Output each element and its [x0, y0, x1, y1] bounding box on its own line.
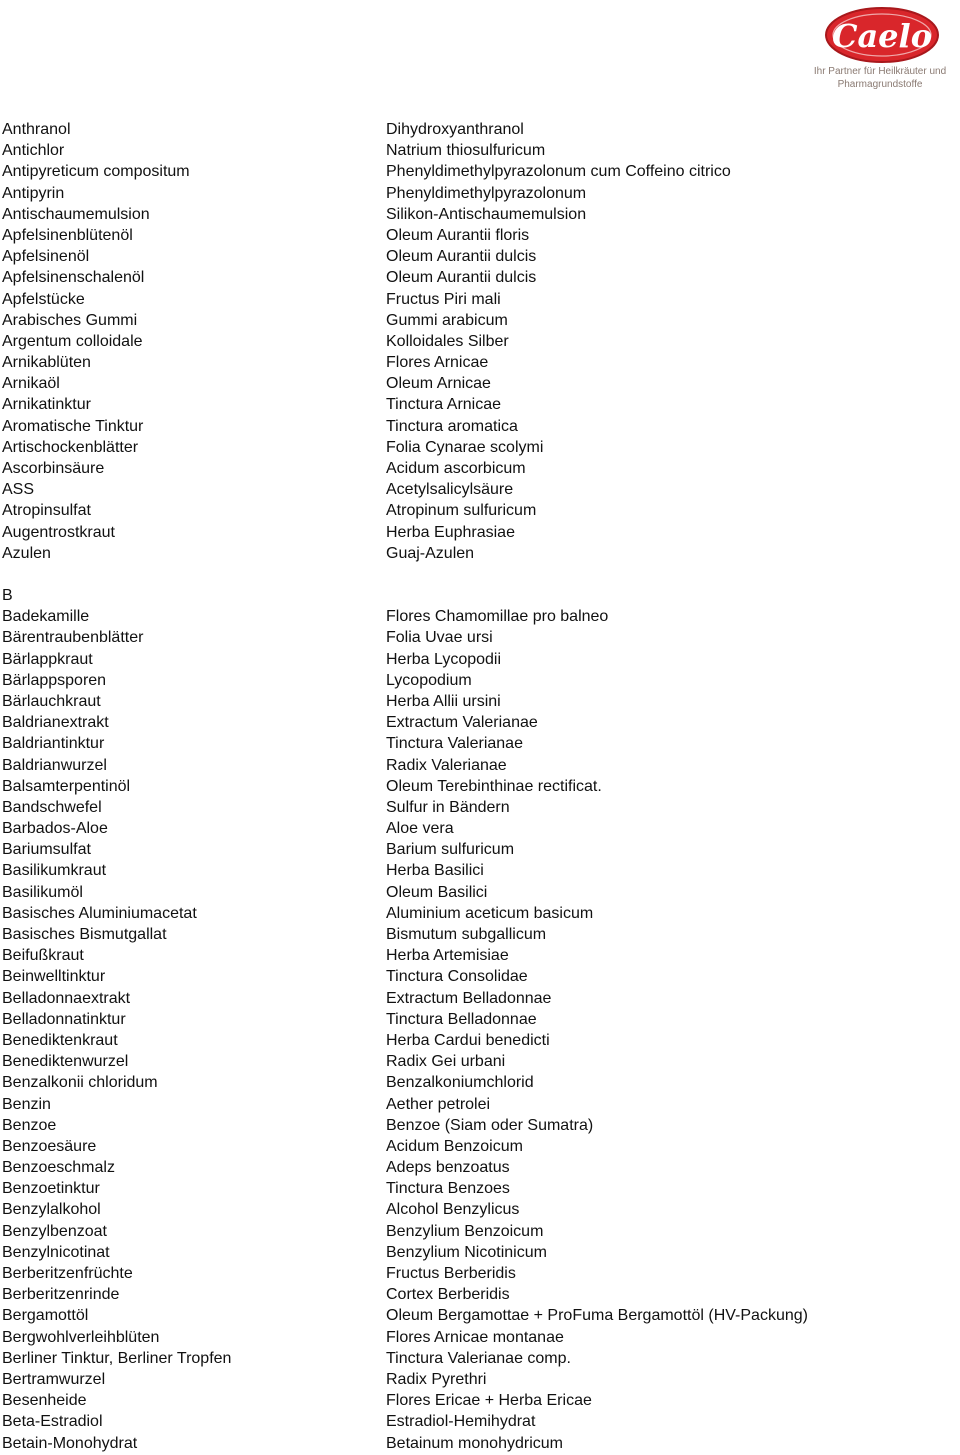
german-term: Arnikaöl [2, 375, 60, 393]
glossary-row [0, 882, 960, 903]
latin-term: Tinctura Valerianae [386, 735, 523, 753]
glossary-row [0, 627, 960, 648]
glossary-row [0, 161, 960, 182]
glossary-row [0, 1009, 960, 1030]
german-term: Barbados-Aloe [2, 820, 108, 838]
latin-term: Phenyldimethylpyrazolonum cum Coffeino citrico [386, 163, 731, 181]
glossary-row [0, 924, 960, 945]
german-term: Benzoesäure [2, 1137, 97, 1155]
latin-term: Herba Cardui benedicti [386, 1031, 550, 1049]
section-b [0, 585, 960, 1452]
glossary-row [0, 776, 960, 797]
glossary-row [0, 183, 960, 204]
german-term: Besenheide [2, 1392, 87, 1410]
german-term: Berberitzenrinde [2, 1286, 120, 1304]
section-a-rows [0, 119, 960, 564]
german-term: Benediktenkraut [2, 1031, 118, 1049]
german-term: Basilikumkraut [2, 862, 107, 880]
glossary-row [0, 331, 960, 352]
glossary-row [0, 373, 960, 394]
latin-term: Barium sulfuricum [386, 841, 515, 859]
glossary-row [0, 860, 960, 881]
latin-term: Benzylium Benzoicum [386, 1222, 544, 1240]
german-term: Benzylbenzoat [2, 1222, 107, 1240]
glossary-row [0, 649, 960, 670]
german-term: Benzylalkohol [2, 1201, 101, 1219]
latin-term: Kolloidales Silber [386, 332, 509, 350]
german-term: Basisches Aluminiumacetat [2, 904, 197, 922]
glossary-row [0, 246, 960, 267]
latin-term: Silikon-Antischaumemulsion [386, 205, 587, 223]
german-term: Beta-Estradiol [2, 1413, 103, 1431]
german-term: Bärentraubenblätter [2, 629, 144, 647]
caelo-logo [800, 4, 960, 96]
glossary-row [0, 818, 960, 839]
glossary-row [0, 1115, 960, 1136]
latin-term: Tinctura Arnicae [386, 396, 502, 414]
german-term: Bärlauchkraut [2, 692, 101, 710]
glossary-row [0, 670, 960, 691]
german-term: Aromatische Tinktur [2, 417, 144, 435]
glossary-row [0, 416, 960, 437]
german-term: Bärlappsporen [2, 671, 107, 689]
german-term: Bergwohlverleihblüten [2, 1328, 160, 1346]
latin-term: Oleum Aurantii dulcis [386, 248, 537, 266]
german-term: Benzoeschmalz [2, 1159, 115, 1177]
latin-term: Dihydroxyanthranol [386, 121, 524, 138]
latin-term: Aloe vera [386, 820, 454, 838]
latin-term: Fructus Berberidis [386, 1265, 516, 1282]
german-term: Berliner Tinktur, Berliner Tropfen [2, 1349, 232, 1367]
latin-term: Herba Basilici [386, 862, 484, 880]
latin-term: Herba Euphrasiae [386, 523, 515, 541]
latin-term: Alcohol Benzylicus [386, 1201, 520, 1219]
latin-term: Aluminium aceticum basicum [386, 904, 594, 922]
glossary-row [0, 797, 960, 818]
glossary-row [0, 543, 960, 564]
latin-term: Oleum Basilici [386, 883, 488, 901]
glossary-row [0, 140, 960, 161]
german-term: Artischockenblätter [2, 438, 139, 456]
latin-term: Benzoe (Siam oder Sumatra) [386, 1116, 594, 1134]
german-term: Balsamterpentinöl [2, 777, 131, 795]
latin-term: Acetylsalicylsäure [386, 481, 514, 499]
latin-term: Extractum Belladonnae [386, 989, 552, 1007]
glossary-row [0, 522, 960, 543]
latin-term: Phenyldimethylpyrazolonum [386, 184, 587, 202]
glossary-row [0, 1327, 960, 1348]
latin-term: Cortex Berberidis [386, 1286, 510, 1304]
glossary-row [0, 1072, 960, 1093]
german-term: Apfelsinenblütenöl [2, 226, 133, 244]
german-term: ASS [2, 481, 35, 499]
german-term: Argentum colloidale [2, 332, 143, 350]
latin-term: Tinctura Belladonnae [386, 1010, 537, 1028]
german-term: Bertramwurzel [2, 1370, 106, 1388]
latin-term: Sulfur in Bändern [386, 798, 510, 816]
glossary-row [0, 1411, 960, 1432]
german-term: Apfelsinenöl [2, 248, 90, 266]
glossary-row [0, 1305, 960, 1326]
latin-term: Radix Gei urbani [386, 1053, 506, 1071]
latin-term: Herba Allii ursini [386, 692, 501, 710]
german-term: Baldriantinktur [2, 735, 105, 753]
german-term: Arabisches Gummi [2, 311, 138, 329]
glossary-row [0, 1348, 960, 1369]
glossary-row [0, 988, 960, 1009]
latin-term: Herba Lycopodii [386, 650, 502, 668]
german-term: Belladonnatinktur [2, 1010, 126, 1028]
latin-term: Tinctura aromatica [386, 417, 518, 435]
glossary-row [0, 1178, 960, 1199]
german-term: Antischaumemulsion [2, 205, 150, 223]
glossary-row [0, 352, 960, 373]
glossary-row [0, 458, 960, 479]
latin-term: Fructus Piri mali [386, 290, 501, 308]
glossary-row [0, 945, 960, 966]
latin-term: Flores Ericae + Herba Ericae [386, 1392, 592, 1410]
glossary-row [0, 437, 960, 458]
latin-term: Radix Pyrethri [386, 1370, 487, 1388]
latin-term: Benzalkoniumchlorid [386, 1074, 534, 1092]
german-term: Berberitzenfrüchte [2, 1265, 133, 1282]
glossary-row [0, 119, 960, 140]
glossary-row [0, 394, 960, 415]
latin-term: Oleum Bergamottae + ProFuma Bergamottöl (HV-Packung) [386, 1307, 808, 1325]
german-term: Benzylnicotinat [2, 1243, 110, 1261]
latin-term: Tinctura Benzoes [386, 1180, 510, 1198]
latin-term: Flores Arnicae [386, 354, 489, 372]
german-term: Betain-Monohydrat [2, 1434, 138, 1452]
glossary-row [0, 966, 960, 987]
glossary-row [0, 1136, 960, 1157]
glossary-row [0, 839, 960, 860]
german-term: Ascorbinsäure [2, 460, 105, 477]
latin-term: Atropinum sulfuricum [386, 502, 537, 520]
latin-term: Estradiol-Hemihydrat [386, 1413, 536, 1431]
german-term: Baldrianwurzel [2, 756, 107, 774]
glossary-row [0, 310, 960, 331]
latin-term: Tinctura Valerianae comp. [386, 1349, 571, 1367]
latin-term: Natrium thiosulfuricum [386, 142, 546, 160]
latin-term: Lycopodium [386, 671, 472, 689]
section-letter-b: B [2, 587, 13, 604]
latin-term: Oleum Aurantii dulcis [386, 269, 537, 287]
german-term: Benzoetinktur [2, 1180, 100, 1198]
german-term: Antichlor [2, 142, 65, 160]
section-a [0, 119, 960, 564]
german-term: Antipyreticum compositum [2, 163, 190, 181]
glossary-row [0, 755, 960, 776]
german-term: Beifußkraut [2, 947, 84, 965]
latin-term: Gummi arabicum [386, 311, 508, 329]
german-term: Arnikatinktur [2, 396, 91, 414]
german-term: Bärlappkraut [2, 650, 93, 668]
glossary-row [0, 733, 960, 754]
caelo-logo-mark [800, 4, 960, 64]
german-term: Bandschwefel [2, 798, 102, 816]
german-term: Apfelstücke [2, 290, 85, 308]
section-b-rows [0, 606, 960, 1454]
german-term: Benzoe [2, 1116, 57, 1134]
glossary-row [0, 1157, 960, 1178]
logo-tagline-line1: Ihr Partner für Heilkräuter und [813, 66, 947, 77]
glossary-row [0, 1284, 960, 1305]
german-term: Apfelsinenschalenöl [2, 269, 145, 287]
glossary-row [0, 479, 960, 500]
latin-term: Tinctura Consolidae [386, 968, 528, 986]
german-term: Baldrianextrakt [2, 714, 109, 732]
german-term: Badekamille [2, 608, 90, 626]
glossary-row [0, 1433, 960, 1454]
glossary-row [0, 903, 960, 924]
latin-term: Benzylium Nicotinicum [386, 1243, 547, 1261]
latin-term: Acidum Benzoicum [386, 1137, 523, 1155]
glossary-row [0, 1199, 960, 1220]
glossary-row [0, 1242, 960, 1263]
glossary-row [0, 1390, 960, 1411]
german-term: Basisches Bismutgallat [2, 926, 167, 943]
glossary-row [0, 1030, 960, 1051]
latin-term: Folia Uvae ursi [386, 629, 493, 647]
latin-term: Guaj-Azulen [386, 544, 475, 562]
german-term: Anthranol [2, 121, 71, 138]
glossary-row [0, 1369, 960, 1390]
german-term: Bariumsulfat [2, 841, 91, 859]
logo-tagline-line2: Pharmagrundstoffe [837, 79, 923, 90]
latin-term: Extractum Valerianae [386, 714, 538, 732]
glossary-row [0, 267, 960, 288]
latin-term: Acidum ascorbicum [386, 460, 526, 477]
glossary-row [0, 289, 960, 310]
glossary-row [0, 500, 960, 521]
latin-term: Herba Artemisiae [386, 947, 509, 965]
glossary-row [0, 1221, 960, 1242]
german-term: Benzin [2, 1095, 51, 1113]
glossary-row [0, 1263, 960, 1284]
german-term: Belladonnaextrakt [2, 989, 131, 1007]
latin-term: Oleum Arnicae [386, 375, 491, 393]
german-term: Azulen [2, 544, 51, 562]
latin-term: Flores Chamomillae pro balneo [386, 608, 609, 626]
german-term: Benzalkonii chloridum [2, 1074, 158, 1092]
german-term: Bergamottöl [2, 1307, 89, 1325]
caelo-logo-wordmark: Caelo [831, 17, 933, 55]
glossary-row [0, 1094, 960, 1115]
latin-term: Betainum monohydricum [386, 1434, 563, 1452]
glossary-row [0, 204, 960, 225]
latin-term: Flores Arnicae montanae [386, 1328, 564, 1346]
german-term: Basilikumöl [2, 883, 83, 901]
german-term: Atropinsulfat [2, 502, 91, 520]
german-term: Beinwelltinktur [2, 968, 106, 986]
glossary-row [0, 606, 960, 627]
latin-term: Radix Valerianae [386, 756, 507, 774]
latin-term: Folia Cynarae scolymi [386, 438, 544, 456]
latin-term: Oleum Aurantii floris [386, 226, 530, 244]
glossary-row [0, 1051, 960, 1072]
glossary-row [0, 691, 960, 712]
glossary-row [0, 712, 960, 733]
latin-term: Adeps benzoatus [386, 1159, 510, 1177]
german-term: Augentrostkraut [2, 523, 115, 541]
latin-term: Bismutum subgallicum [386, 926, 547, 943]
latin-term: Aether petrolei [386, 1095, 491, 1113]
german-term: Arnikablüten [2, 354, 91, 372]
glossary-row [0, 225, 960, 246]
german-term: Antipyrin [2, 184, 65, 202]
german-term: Benediktenwurzel [2, 1053, 129, 1071]
latin-term: Oleum Terebinthinae rectificat. [386, 777, 602, 795]
